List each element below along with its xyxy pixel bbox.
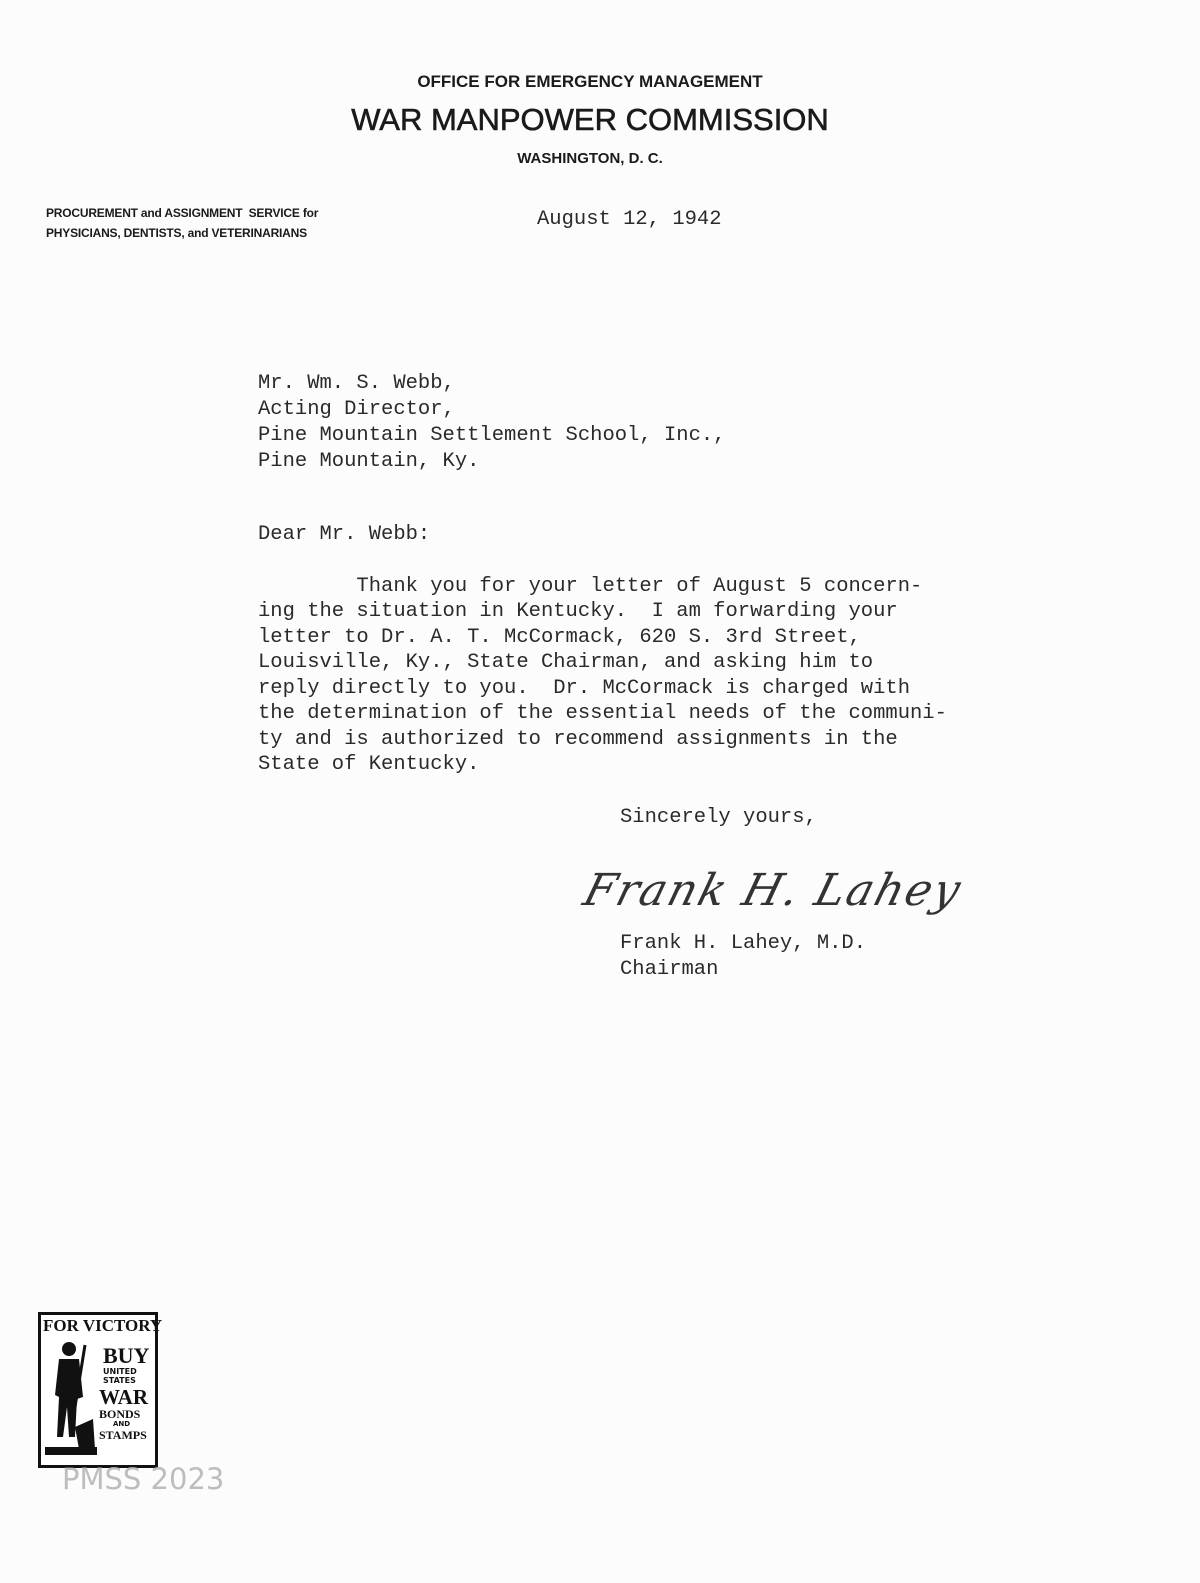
body-line: Thank you for your letter of August 5 concern- bbox=[258, 575, 923, 598]
service-line-1: PROCUREMENT and ASSIGNMENT SERVICE for bbox=[46, 206, 319, 220]
body-line: reply directly to you. Dr. McCormack is charged with bbox=[258, 677, 911, 700]
signer-name: Frank H. Lahey, M.D. bbox=[620, 932, 867, 955]
poster-united: UNITED bbox=[103, 1367, 137, 1376]
letterhead-commission: WAR MANPOWER COMMISSION bbox=[351, 102, 829, 137]
poster-bonds: BONDS bbox=[99, 1407, 141, 1421]
body-line: Louisville, Ky., State Chairman, and asking him to bbox=[258, 651, 874, 674]
war-bonds-stamp-logo bbox=[38, 1312, 163, 1468]
salutation: Dear Mr. Webb: bbox=[258, 523, 431, 546]
poster-stamps: STAMPS bbox=[99, 1428, 147, 1442]
watermark: PMSS 2023 bbox=[62, 1462, 225, 1496]
service-line-2: PHYSICIANS, DENTISTS, and VETERINARIANS bbox=[46, 226, 307, 240]
letterhead-office: OFFICE FOR EMERGENCY MANAGEMENT bbox=[417, 72, 763, 91]
address-line: Pine Mountain, Ky. bbox=[258, 450, 480, 473]
poster-for-victory: FOR VICTORY bbox=[43, 1316, 163, 1335]
signer-title: Chairman bbox=[620, 958, 719, 981]
address-line: Acting Director, bbox=[258, 398, 455, 421]
body-line: State of Kentucky. bbox=[258, 753, 480, 776]
body-line: letter to Dr. A. T. McCormack, 620 S. 3rd Street, bbox=[258, 626, 861, 649]
body-line: the determination of the essential needs of the communi- bbox=[258, 702, 947, 725]
letterhead-location: WASHINGTON, D. C. bbox=[517, 150, 663, 167]
body-line: ty and is authorized to recommend assignments in the bbox=[258, 728, 898, 751]
handwritten-signature: Frank H. Lahey bbox=[578, 865, 968, 916]
address-line: Mr. Wm. S. Webb, bbox=[258, 372, 455, 395]
closing: Sincerely yours, bbox=[620, 806, 817, 829]
poster-and: AND bbox=[113, 1420, 131, 1428]
letter-date: August 12, 1942 bbox=[537, 208, 722, 231]
poster-buy: BUY bbox=[103, 1343, 150, 1368]
poster-war: WAR bbox=[99, 1385, 149, 1409]
minuteman-figure-icon bbox=[45, 1337, 97, 1457]
poster-states: STATES bbox=[103, 1376, 136, 1385]
body-line: ing the situation in Kentucky. I am forwarding your bbox=[258, 600, 898, 623]
address-line: Pine Mountain Settlement School, Inc., bbox=[258, 424, 726, 447]
